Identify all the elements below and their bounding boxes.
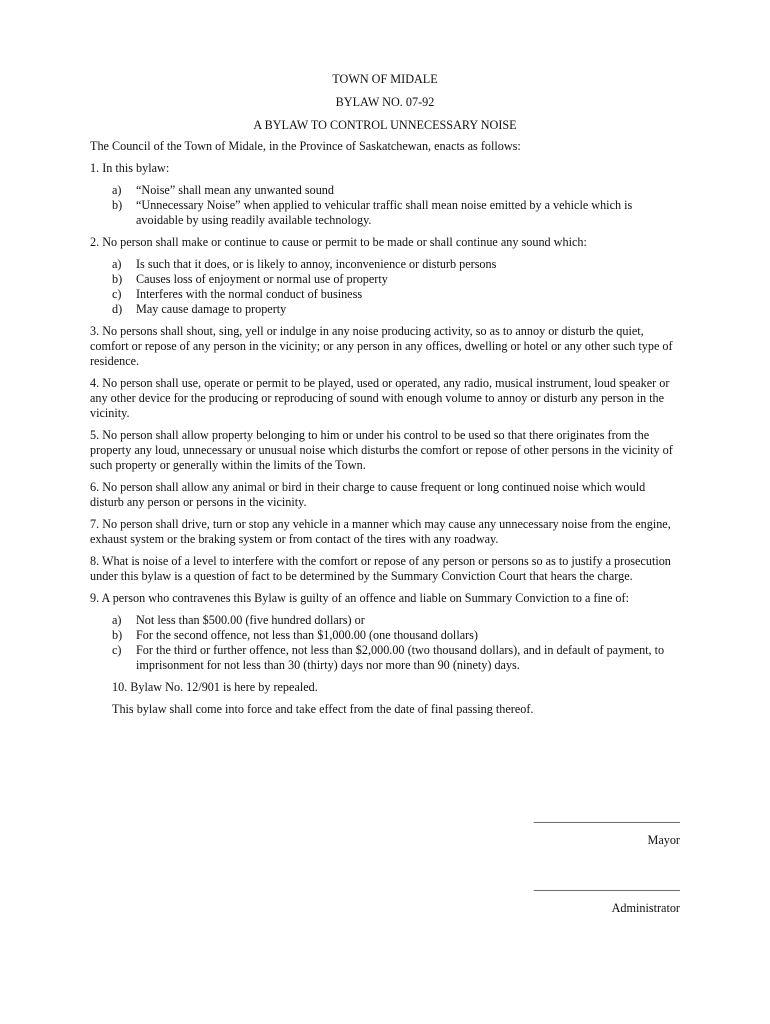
- section-11: This bylaw shall come into force and take effect from the date of final passing thereof.: [112, 702, 534, 716]
- administrator-label: Administrator: [611, 901, 680, 915]
- section-1: 1. In this bylaw:: [90, 161, 170, 175]
- signature-line: ________________________: [533, 810, 680, 824]
- list-item-text: For the second offence, not less than $1,000.00 (one thousand dollars): [136, 628, 478, 642]
- list-item-text: May cause damage to property: [136, 302, 287, 316]
- signature-line: ________________________: [533, 878, 680, 892]
- list-item: [112, 287, 680, 302]
- section-3: 3. No persons shall shout, sing, yell or indulge in any noise producing activity, so as to annoy or disturb the quiet, comfort or repose of any person in the vicinity; or any person in any offices, dwelling or hotel or any other such type of residence.: [90, 324, 673, 368]
- section-6: 6. No person shall allow any animal or bird in their charge to cause frequent or long continued noise which would disturb any person or persons in the vicinity.: [90, 480, 646, 509]
- list-item: [112, 628, 680, 643]
- list-marker: b): [112, 628, 123, 642]
- section-9: 9. A person who contravenes this Bylaw is guilty of an offence and liable on Summary Conviction to a fine of:: [90, 591, 629, 605]
- section-2: 2. No person shall make or continue to cause or permit to be made or shall continue any sound which:: [90, 235, 587, 249]
- list-marker: a): [112, 257, 122, 271]
- bylaw-number: BYLAW NO. 07-92: [335, 95, 435, 109]
- list-item: [112, 613, 680, 628]
- town-heading: TOWN OF MIDALE: [332, 72, 438, 86]
- list-marker: c): [112, 643, 122, 657]
- administrator-signature-block: [480, 878, 680, 916]
- section-5: 5. No person shall allow property belonging to him or under his control to be used so that there originates from the property any loud, unnecessary or unusual noise which disturbs the comfort or repose of other persons in the vicinity of such property or generally within the limits of the Town.: [90, 428, 673, 472]
- section-2-list: [90, 257, 680, 317]
- list-item: [112, 643, 680, 673]
- list-item: [112, 183, 680, 198]
- list-item-text: Not less than $500.00 (five hundred dollars) or: [136, 613, 365, 627]
- mayor-label: Mayor: [647, 833, 680, 847]
- list-item-text: “Noise” shall mean any unwanted sound: [136, 183, 334, 197]
- mayor-signature-block: [480, 810, 680, 848]
- list-item-text: For the third or further offence, not less than $2,000.00 (two thousand dollars), and in default of payment, to imprisonment for not less than 30 (thirty) days nor more than 90 (ninety) days.: [136, 643, 665, 672]
- list-marker: d): [112, 302, 123, 316]
- list-marker: b): [112, 272, 123, 286]
- bylaw-body: [90, 72, 680, 724]
- list-item: [112, 257, 680, 272]
- list-item-text: Interferes with the normal conduct of business: [136, 287, 363, 301]
- list-marker: b): [112, 198, 123, 212]
- list-item-text: Is such that it does, or is likely to annoy, inconvenience or disturb persons: [136, 257, 497, 271]
- section-4: 4. No person shall use, operate or permit to be played, used or operated, any radio, musical instrument, loud speaker or any other device for the producing or reproducing of sound with enough volume to annoy or disturb any person in the vicinity.: [90, 376, 670, 420]
- list-item: [112, 302, 680, 317]
- section-8: 8. What is noise of a level to interfere with the comfort or repose of any person or persons so as to justify a prosecution under this bylaw is a question of fact to be determined by the Summary Conviction Court that hears the charge.: [90, 554, 671, 583]
- list-item-text: “Unnecessary Noise” when applied to vehicular traffic shall mean noise emitted by a vehicle which is avoidable by using readily available technology.: [136, 198, 633, 227]
- intro-paragraph: The Council of the Town of Midale, in the Province of Saskatchewan, enacts as follows:: [90, 139, 521, 153]
- list-marker: a): [112, 613, 122, 627]
- list-item: [112, 272, 680, 287]
- list-item: [112, 198, 680, 228]
- list-marker: a): [112, 183, 122, 197]
- section-1-list: [90, 183, 680, 228]
- section-10: 10. Bylaw No. 12/901 is here by repealed.: [112, 680, 318, 694]
- bylaw-title: A BYLAW TO CONTROL UNNECESSARY NOISE: [253, 118, 517, 132]
- section-9-list: [90, 613, 680, 673]
- list-item-text: Causes loss of enjoyment or normal use of property: [136, 272, 388, 286]
- list-marker: c): [112, 287, 122, 301]
- section-7: 7. No person shall drive, turn or stop any vehicle in a manner which may cause any unnecessary noise from the engine, exhaust system or the braking system or from contact of the tires with any roadway.: [90, 517, 671, 546]
